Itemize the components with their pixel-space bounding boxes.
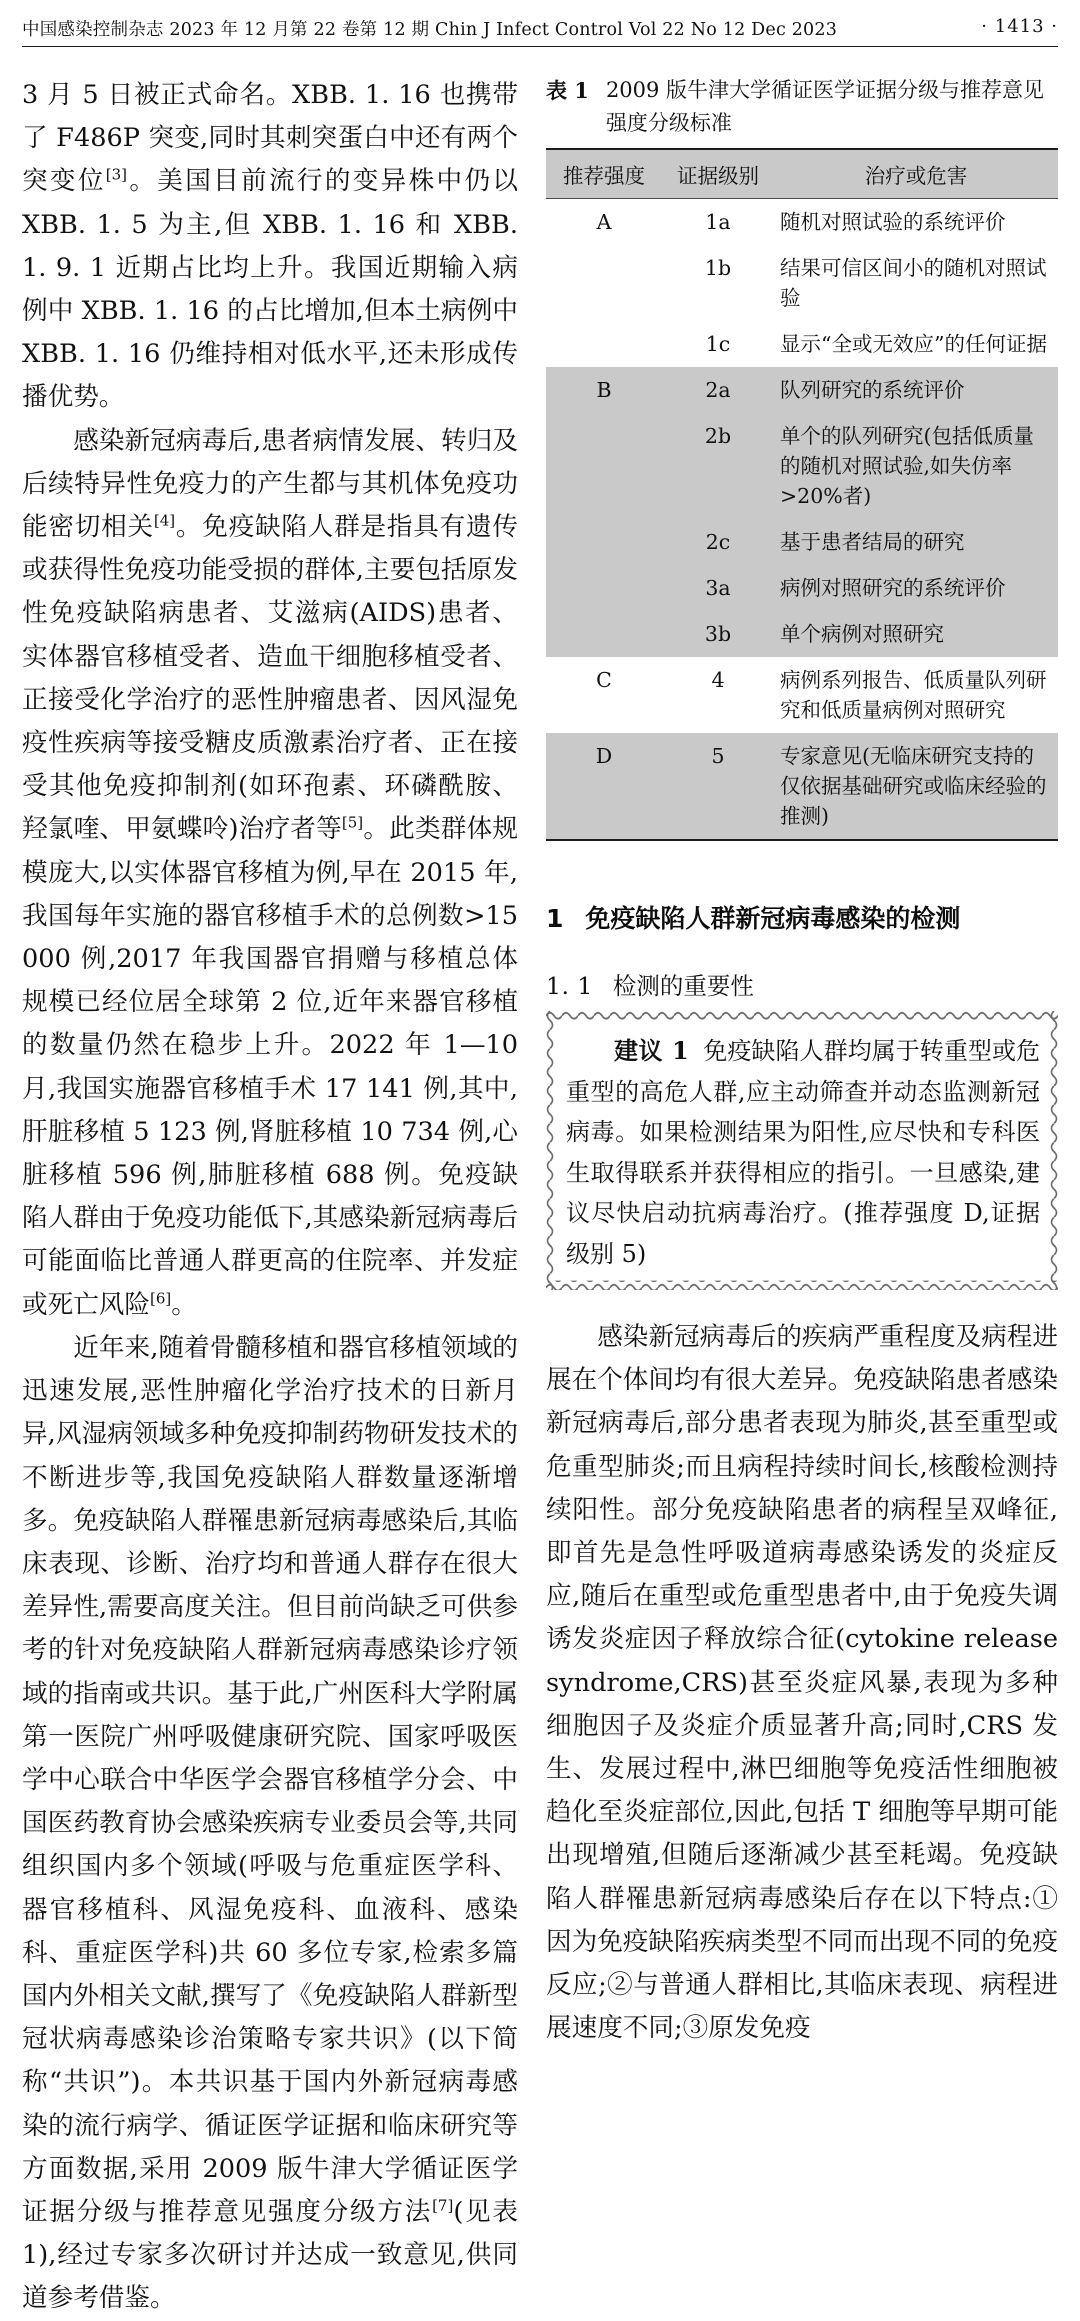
cell-level: 4 [662,657,774,733]
reference-marker-3: [3] [105,165,128,184]
cell-grade [546,245,662,321]
cell-level: 2a [662,367,774,413]
cell-grade: C [546,657,662,733]
reference-marker-7: [7] [432,2196,454,2215]
paragraph-1-text-after: 。美国目前流行的变异株中仍以 XBB. 1. 5 为主,但 XBB. 1. 16 和 XBB. 1. 9. 1 近期占比均上升。我国近期输入病例中 XBB. 1. 16 的占比增加,但本土病例中 XBB. 1. 16 仍维持相对低水平,还未形成传播优势。 [22,166,518,413]
cell-grade: D [546,733,662,840]
cell-grade [546,611,662,657]
paragraph-2-text-after: 。免疫缺陷人群是指具有遗传或获得性免疫功能受损的群体,主要包括原发性免疫缺陷病患者、艾滋病(AIDS)患者、实体器官移植受者、造血干细胞移植受者、正接受化学治疗的恶性肿瘤患者、因风湿免疫性疾病等接受糖皮质激素治疗者、正在接受其他免疫抑制剂(如环孢素、环磷酰胺、羟氯喹、甲氨蝶呤)治疗者等 [22,512,518,845]
paragraph-1-text: 3 月 5 日被正式命名。XBB. 1. 16 也携带了 F486P 突变,同时其刺突蛋白中还有两个突变位 [22,80,518,197]
table-row [546,199,1058,246]
left-column [22,74,518,2321]
section-title: 免疫缺陷人群新冠病毒感染的检测 [585,904,961,933]
table-row [546,519,1058,565]
paragraph-2-text-after-3: 。 [171,1289,197,1320]
table-row [546,413,1058,519]
column-header-recommendation-strength: 推荐强度 [546,149,662,199]
paragraph-3-text: 近年来,随着骨髓移植和器官移植领域的迅速发展,恶性肿瘤化学治疗技术的日新月异,风湿病领域多种免疫抑制药物研发技术的不断进步等,我国免疫缺陷人群数量逐渐增多。免疫缺陷人群罹患新冠病毒感染后,其临床表现、诊断、治疗均和普通人群存在很大差异性,需要高度关注。但目前尚缺乏可供参考的针对免疫缺陷人群新冠病毒感染诊疗领域的指南或共识。基于此,广州医科大学附属第一医院广州呼吸健康研究院、国家呼吸医学中心联合中华医学会器官移植学分会、中国医药教育协会感染疾病专业委员会等,共同组织国内多个领域(呼吸与危重症医学科、器官移植科、风湿免疫科、血液科、感染科、重症医学科)共 60 多位专家,检索多篇国内外相关文献,撰写了《免疫缺陷人群新型冠状病毒感染诊治策略专家共识》(以下简称“共识”)。本共识基于国内外新冠病毒感染的流行病学、循证医学证据和临床研究等方面数据,采用 2009 版牛津大学循证医学证据分级与推荐意见强度分级方法 [22,1332,518,2227]
table-row [546,611,1058,657]
cell-description: 结果可信区间小的随机对照试验 [774,245,1058,321]
cell-grade: A [546,199,662,246]
cell-level: 1b [662,245,774,321]
reference-marker-5: [5] [341,813,364,832]
paragraph-3 [22,1327,518,2321]
column-header-evidence-level: 证据级别 [662,149,774,199]
reference-marker-6: [6] [149,1289,172,1308]
table-header [546,149,1058,199]
cell-level: 5 [662,733,774,840]
table-row [546,565,1058,611]
cell-level: 3b [662,611,774,657]
paragraph-2-text-after-2: 。此类群体规模庞大,以实体器官移植为例,早在 2015 年,我国每年实施的器官移植手术的总例数>15 000 例,2017 年我国器官捐赠与移植总体规模已经位居全球第 2 位,近年来器官移植的数量仍然在稳步上升。2022 年 1—10 月,我国实施器官移植手术 17 141 例,其中,肝脏移植 5 123 例,肾脏移植 10 734 例,心脏移植 596 例,肺脏移植 688 例。免疫缺陷人群由于免疫功能低下,其感染新冠病毒后可能面临比普通人群更高的住院率、并发症或死亡风险 [22,814,518,1320]
cell-description: 基于患者结局的研究 [774,519,1058,565]
cell-description: 随机对照试验的系统评价 [774,199,1058,246]
cell-description: 队列研究的系统评价 [774,367,1058,413]
cell-grade [546,321,662,367]
paragraph-3-text-after: (见表 1),经过专家多次研讨并达成一致意见,供同道参考借鉴。 [22,2196,518,2314]
table-title: 2009 版牛津大学循证医学证据分级与推荐意见强度分级标准 [605,78,1045,135]
column-header-treatment-or-harm: 治疗或危害 [774,149,1058,199]
recommendation-text: 免疫缺陷人群均属于转重型或危重型的高危人群,应主动筛查并动态监测新冠病毒。如果检测结果为阳性,应尽快和专科医生取得联系并获得相应的指引。一旦感染,建议尽快启动抗病毒治疗。(推荐强度 D,证据级别 5) [566,1037,1041,1268]
cell-grade [546,565,662,611]
cell-description: 专家意见(无临床研究支持的仅依据基础研究或临床经验的推测) [774,733,1058,840]
subsection-heading-1-1 [546,967,1058,1005]
journal-citation: 中国感染控制杂志 2023 年 12 月第 22 卷第 12 期 Chin J Infect Control Vol 22 No 12 Dec 2023 [22,20,838,40]
table-caption [546,74,1058,140]
cell-level: 2c [662,519,774,565]
recommendation-text-block [566,1031,1040,1274]
table-body [546,199,1058,841]
cell-description: 单个病例对照研究 [774,611,1058,657]
table-row [546,245,1058,321]
recommendation-label: 建议 1 [614,1036,690,1065]
table-row [546,657,1058,733]
paragraph-1 [22,74,518,420]
table-header-row [546,149,1058,199]
evidence-grading-table [546,148,1058,841]
reference-marker-4: [4] [153,511,176,530]
table-row [546,321,1058,367]
header-rule [22,46,1058,47]
right-column-paragraph: 感染新冠病毒后的疾病严重程度及病程进展在个体间均有很大差异。免疫缺陷患者感染新冠病毒后,部分患者表现为肺炎,甚至重型或危重型肺炎;而且病程持续时间长,核酸检测持续阳性。部分免疫缺陷患者的病程呈双峰征,即首先是急性呼吸道病毒感染诱发的炎症反应,随后在重型或危重型患者中,由于免疫失调诱发炎症因子释放综合征(cytokine release syndrome,CRS)甚至炎症风暴,表现为多种细胞因子及炎症介质显著升高;同时,CRS 发生、发展过程中,淋巴细胞等免疫活性细胞被趋化至炎症部位,因此,包括 T 细胞等早期可能出现增殖,但随后逐渐减少甚至耗竭。免疫缺陷人群罹患新冠病毒感染后存在以下特点:①因为免疫缺陷疾病类型不同而出现不同的免疫反应;②与普通人群相比,其临床表现、病程进展速度不同;③原发免疫 [546,1322,1058,2044]
paragraph-2-text: 感染新冠病毒后,患者病情发展、转归及后续特异性免疫力的产生都与其机体免疫功能密切相关 [22,425,518,543]
cell-description: 单个的队列研究(包括低质量的随机对照试验,如失仿率>20%者) [774,413,1058,519]
subsection-title: 检测的重要性 [612,972,754,1000]
cell-level: 2b [662,413,774,519]
cell-grade [546,519,662,565]
table-number: 表 1 [546,78,589,103]
cell-description: 病例系列报告、低质量队列研究和低质量病例对照研究 [774,657,1058,733]
right-column [546,74,1058,2050]
running-head [22,16,1058,50]
cell-level: 1a [662,199,774,246]
cell-grade [546,413,662,519]
table-row [546,367,1058,413]
section-heading-1 [546,899,1058,939]
cell-description: 病例对照研究的系统评价 [774,565,1058,611]
table-row [546,733,1058,840]
paragraph-2 [22,420,518,1327]
cell-grade: B [546,367,662,413]
cell-description: 显示“全或无效应”的任何证据 [774,321,1058,367]
recommendation-box [546,1011,1058,1290]
page-number: · 1413 · [981,16,1058,37]
section-number: 1 [546,904,564,933]
cell-level: 3a [662,565,774,611]
subsection-number: 1. 1 [546,972,593,1000]
cell-level: 1c [662,321,774,367]
